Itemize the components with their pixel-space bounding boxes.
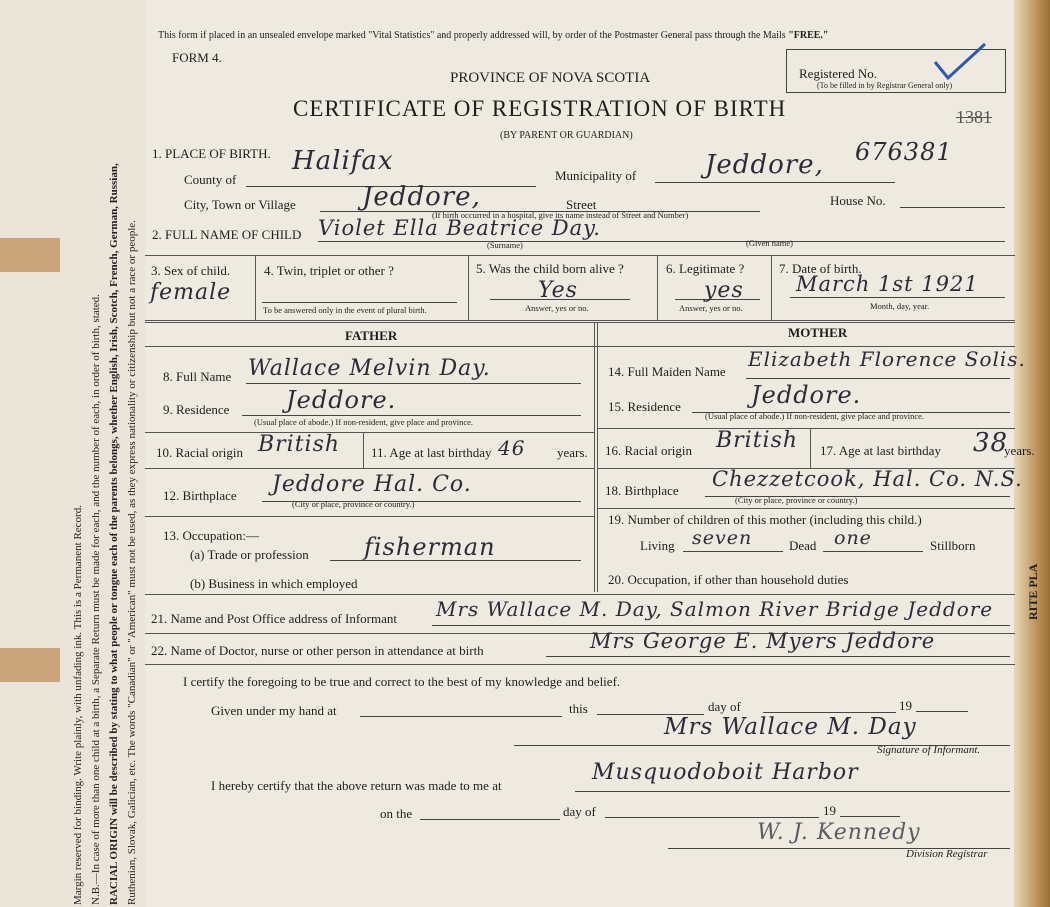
mother-age-label: 17. Age at last birthday [820, 443, 941, 458]
father-residence-line [242, 415, 581, 416]
side-edge-text: RITE PLA [1026, 563, 1040, 620]
house-no-label: House No. [830, 193, 886, 208]
mother-race-label: 16. Racial origin [605, 443, 693, 458]
dead-line [823, 551, 923, 552]
mother-residence-note: (Usual place of abode.) If non-resident, give place and province. [705, 411, 925, 421]
date-of-birth-line [790, 297, 1005, 298]
doctor-line [546, 656, 1010, 657]
date-of-birth-note: Month, day, year. [870, 301, 930, 311]
twin-label: 4. Twin, triplet or other ? [264, 263, 394, 278]
father-business-label: (b) Business in which employed [190, 576, 358, 591]
form-number: FORM 4. [172, 50, 222, 65]
check-mark-icon [930, 40, 990, 90]
county-value: Halifax [292, 146, 394, 176]
col-divider-2 [468, 255, 469, 320]
day-of-label: day of [708, 699, 741, 714]
informant-signature: Mrs Wallace M. Day [664, 714, 917, 740]
col-divider-3 [657, 255, 658, 320]
father-race-age-divider [363, 432, 364, 468]
father-row-divider-1 [145, 432, 594, 433]
mother-name-value: Elizabeth Florence Solis. [748, 347, 1026, 371]
legitimate-note: Answer, yes or no. [679, 303, 743, 313]
year-line [916, 711, 968, 712]
doctor-value: Mrs George E. Myers Jeddore [590, 629, 936, 653]
father-trade-value: fisherman [364, 533, 496, 561]
father-heading: FATHER [345, 328, 398, 343]
living-value: seven [692, 527, 753, 549]
mother-birthplace-value: Chezzetcook, Hal. Co. N.S. [712, 467, 1023, 491]
living-label: Living [640, 538, 675, 553]
dead-value: one [834, 527, 872, 549]
surname-note: (Surname) [487, 240, 523, 250]
parents-col-divider [594, 322, 595, 592]
municipality-label: Municipality of [555, 168, 637, 183]
hospital-note: (If birth occurred in a hospital, give its name instead of Street and Number) [432, 210, 689, 220]
mother-age-value: 38 [973, 428, 1009, 458]
margin-note-racial-origin-cont: Ruthenian, Slovak, Galician, etc. The words "Canadian" or "American" must not be used, as they express nationality or citizenship but not a race or people. [126, 220, 138, 905]
handwritten-number: 676381 [855, 138, 953, 166]
father-residence-value: Jeddore. [286, 386, 397, 414]
parents-top-border [145, 322, 1015, 323]
return-place-line [575, 791, 1010, 792]
father-race-label: 10. Racial origin [156, 445, 244, 460]
dead-label: Dead [789, 538, 817, 553]
father-residence-note: (Usual place of abode.) If non-resident, give place and province. [254, 417, 474, 427]
legitimate-label: 6. Legitimate ? [666, 261, 745, 276]
mother-race-age-divider [810, 428, 811, 468]
municipality-line [655, 182, 895, 183]
tape-mark-upper [0, 238, 60, 272]
child-name-line [318, 241, 1005, 242]
given-under-hand-label: Given under my hand at [211, 703, 337, 718]
certificate-subtitle: (BY PARENT OR GUARDIAN) [500, 130, 633, 141]
mother-residence-value: Jeddore. [751, 381, 862, 409]
mother-heading: MOTHER [788, 325, 848, 340]
mother-age-unit: years. [1004, 443, 1035, 458]
margin-note-binding: Margin reserved for binding. Write plainly, with unfading ink. This is a Permanent Record. [72, 505, 84, 905]
stillborn-label: Stillborn [930, 538, 976, 553]
mother-birthplace-note: (City or place, province or country.) [735, 495, 858, 505]
mother-children-label: 19. Number of children of this mother (including this child.) [608, 512, 922, 527]
street-label: Street [566, 197, 597, 212]
year-label-2: 19 [823, 803, 836, 818]
row-divider-bottom [145, 320, 1015, 321]
registrar-signature: W. J. Kennedy [757, 820, 921, 845]
mother-birthplace-label: 18. Birthplace [605, 483, 679, 498]
sex-value: female [150, 280, 232, 305]
stamp-number: 1381 [956, 107, 992, 127]
father-occupation-label: 13. Occupation:— [163, 528, 260, 543]
father-birthplace-value: Jeddore Hal. Co. [272, 472, 472, 497]
father-birthplace-label: 12. Birthplace [163, 488, 237, 503]
date-of-birth-value: March 1st 1921 [796, 272, 979, 296]
informant-value: Mrs Wallace M. Day, Salmon River Bridge Jeddore [436, 597, 994, 621]
month-line-2 [605, 817, 819, 818]
col-divider-1 [255, 255, 256, 320]
division-registrar-title: Division Registrar [906, 848, 988, 860]
sex-label: 3. Sex of child. [151, 263, 231, 278]
doctor-row-divider [145, 664, 1015, 665]
father-residence-label: 9. Residence [163, 402, 230, 417]
mother-name-label: 14. Full Maiden Name [608, 364, 726, 379]
municipality-value: Jeddore, [705, 150, 824, 180]
return-place-value: Musquodoboit Harbor [592, 760, 859, 785]
father-birthplace-note: (City or place, province or country.) [292, 499, 415, 509]
child-name-label: 2. FULL NAME OF CHILD [152, 227, 302, 242]
mother-row-divider-3 [597, 508, 1015, 509]
parents-col-divider-inner [597, 322, 598, 592]
col-divider-4 [771, 255, 772, 320]
alive-label: 5. Was the child born alive ? [476, 261, 624, 276]
row-divider-top [145, 255, 1015, 256]
parents-bottom-border [145, 594, 1015, 595]
living-line [683, 551, 783, 552]
signature-of-informant-note: Signature of Informant. [877, 744, 981, 756]
tape-mark-lower [0, 648, 60, 682]
day-of-label-2: day of [563, 804, 596, 819]
city-label: City, Town or Village [184, 197, 296, 212]
father-race-value: British [258, 432, 341, 457]
on-the-day-line [420, 819, 560, 820]
mail-notice: This form if placed in an unsealed envelope marked "Vital Statistics" and properly addressed will, by order of the Postmaster General pass through the Mails "FREE." [158, 30, 829, 41]
informant-label: 21. Name and Post Office address of Informant [151, 611, 397, 626]
father-name-label: 8. Full Name [163, 369, 232, 384]
mother-occupation-label: 20. Occupation, if other than household duties [608, 572, 849, 587]
date-of-birth-label: 7. Date of birth. [779, 261, 862, 276]
father-age-label: 11. Age at last birthday [371, 445, 492, 460]
child-name-value: Violet Ella Beatrice Day. [318, 216, 601, 240]
province-heading: PROVINCE OF NOVA SCOTIA [450, 70, 651, 86]
twin-line [262, 302, 457, 303]
certify-statement: I certify the foregoing to be true and correct to the best of my knowledge and belief. [183, 674, 621, 689]
doctor-label: 22. Name of Doctor, nurse or other person in attendance at birth [151, 643, 484, 658]
certificate-title: CERTIFICATE OF REGISTRATION OF BIRTH [293, 96, 787, 121]
registered-number-label: Registered No. [799, 66, 877, 81]
mother-row-divider-1 [597, 428, 1015, 429]
registrar-only-note: (To be filled in by Registrar General only) [817, 81, 953, 90]
twin-note: To be answered only in the event of plural birth. [263, 305, 427, 315]
house-no-line [900, 207, 1005, 208]
informant-line [432, 625, 1010, 626]
month-line [763, 712, 896, 713]
year-line-2 [840, 816, 900, 817]
alive-note: Answer, yes or no. [525, 303, 589, 313]
margin-note-racial-origin: RACIAL ORIGIN will be described by stating to what people or tongue each of the parents belongs, whether English, Irish, Scotch, French, German, Russian, [108, 163, 120, 905]
mother-name-line [746, 378, 1010, 379]
father-row-divider-3 [145, 516, 594, 517]
father-name-value: Wallace Melvin Day. [248, 356, 491, 381]
place-of-birth-label: 1. PLACE OF BIRTH. [152, 146, 271, 161]
father-age-value: 46 [498, 436, 526, 460]
on-the-label: on the [380, 806, 413, 821]
mother-race-value: British [716, 428, 799, 453]
father-age-unit: years. [557, 445, 588, 460]
alive-value: Yes [538, 278, 578, 303]
mother-residence-label: 15. Residence [608, 399, 681, 414]
given-place-line [360, 716, 562, 717]
county-label: County of [184, 172, 237, 187]
given-name-note: (Given name) [746, 238, 793, 248]
city-value: Jeddore, [362, 182, 481, 212]
father-name-line [246, 383, 581, 384]
return-made-label: I hereby certify that the above return was made to me at [211, 778, 502, 793]
margin-note-multiple-birth: N.B.—In case of more than one child at a birth, a Separate Return must be made for each, and the number of each, in order of birth, stated. [90, 294, 102, 905]
this-label: this [569, 701, 588, 716]
father-row-divider-2 [145, 468, 594, 469]
father-trade-label: (a) Trade or profession [190, 547, 309, 562]
legitimate-value: yes [704, 278, 744, 303]
year-label: 19 [899, 698, 912, 713]
